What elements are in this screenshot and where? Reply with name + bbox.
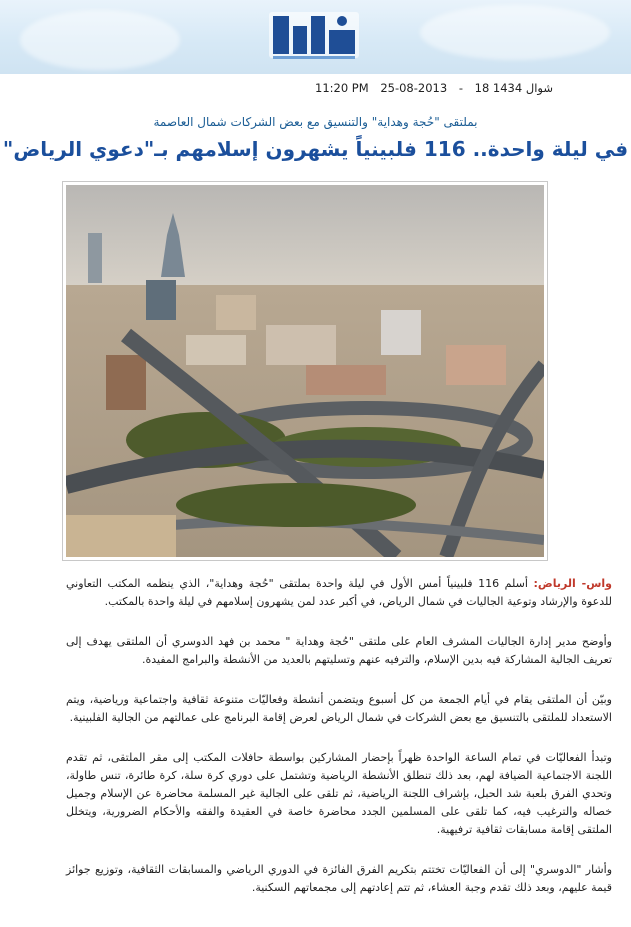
time-text: 11:20 PM <box>315 81 369 95</box>
paragraph: وتبدأ الفعاليّات في تمام الساعة الواحدة ظهراً بإحضار المشاركين بواسطة حافلات المكتب إلى مقر الملتقى، ثم تقدم اللجنة الاجتماعية الضيافة لهم، بعد ذلك تنطلق الأنشطة الرياضية وتشتمل على دوري كرة سلة، كرة طائرة، تنس طاولة، وتحدي الفرق بلعبة شد الحبل، بإشراف اللجنة الرياضية، ثم تلقى على الجالية غير المسلمة محاضرة عن الإسلام وجميل خصاله والترغيب فيه، كما تلقى على المسلمين الجدد محاضرة خاصة في العقيدة والفقه والأحكام الضرورية، ويتخلل الملتقى إقامة مسابقات ثقافية ترفيهية. <box>66 751 612 836</box>
world-map-decoration <box>420 5 610 60</box>
spa-logo[interactable] <box>263 6 365 64</box>
source-label: واس- الرياض: <box>533 577 613 590</box>
paragraph: واس- الرياض: أسلم 116 فلبينياً أمس الأول في ليلة واحدة بملتقى "حُجة وهداية"، الذي ينظمه المكتب التعاوني للدعوة والإرشاد وتوعية الجاليات في شمال الرياض، في أكبر عدد لمن يشهرون إسلامهم في ليلة واحدة بالمكتب. <box>66 577 613 608</box>
paragraph: وأوضح مدير إدارة الجاليات المشرف العام على ملتقى "حُجة وهداية " محمد بن فهد الدوسري أن الملتقى يهدف إلى تعريف الجالية المشاركة فيه بدين الإسلام، والترفيه عنهم وتسليتهم بالعديد من الأنشطة والبرامج المفيدة. <box>66 635 612 666</box>
header-divider <box>0 74 631 76</box>
dateline: 11:20 PM 25-08-2013 - 18 شوال 1434 <box>315 81 553 95</box>
article-kicker: بملتقى "حُجة وهداية" والتنسيق مع بعض الشركات شمال العاصمة <box>153 115 478 129</box>
date-gregorian: 25-08-2013 <box>380 81 448 95</box>
world-map-decoration <box>20 10 180 70</box>
article-photo-frame <box>62 181 548 561</box>
article-headline: في ليلة واحدة.. 116 فلبينياً يشهرون إسلامهم بـ"دعوي الرياض" <box>2 137 629 161</box>
date-hijri: 18 شوال 1434 <box>474 81 553 95</box>
site-header <box>0 0 631 74</box>
paragraph: وأشار "الدوسري" إلى أن الفعاليّات تختتم بتكريم الفرق الفائزة في الدوري الرياضي والمسابقات الثقافية، وتوزيع جوائز قيمة عليهم، وبعد ذلك تقدم وجبة العشاء، ثم تتم إعادتهم إلى مجمعاتهم السكنية. <box>66 863 612 894</box>
article-body <box>66 575 612 919</box>
paragraph: وبيّن أن الملتقى يقام في أيام الجمعة من كل أسبوع ويتضمن أنشطة وفعاليّات متنوعة ثقافية واجتماعية ورياضية، ويتم الاستعداد للملتقى بالتنسيق مع بعض الشركات في شمال الرياض لعرض إقامة البرنامج على عمالتهم من الجالية الفلبينية. <box>66 693 612 724</box>
riyadh-city-photo[interactable] <box>66 185 544 557</box>
